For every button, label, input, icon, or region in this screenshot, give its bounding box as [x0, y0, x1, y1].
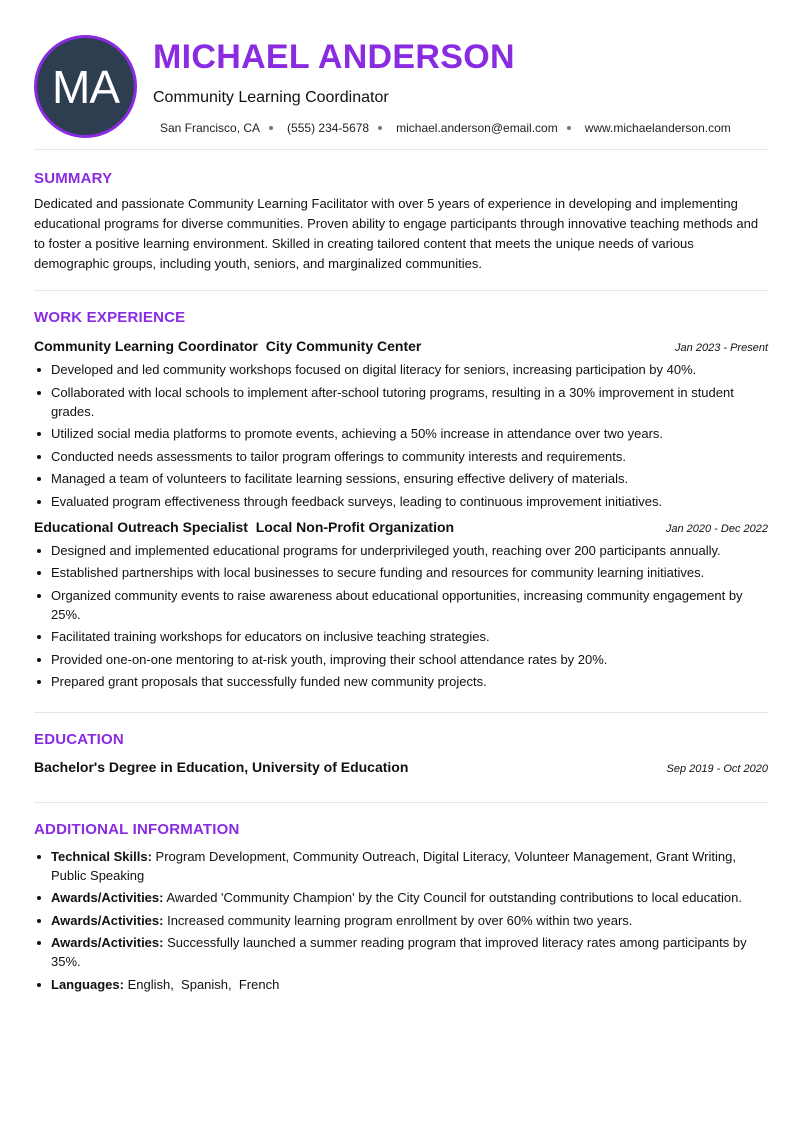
contact-line [160, 121, 731, 135]
list-item: Conducted needs assessments to tailor program offerings to community interests and requirements. [34, 447, 768, 466]
list-item: Developed and led community workshops focused on digital literacy for seniors, increasing participation by 40%. [34, 360, 768, 379]
list-item: Evaluated program effectiveness through feedback surveys, leading to continuous improvement initiatives. [34, 492, 768, 511]
avatar [34, 35, 137, 138]
additional-section [34, 803, 768, 994]
avatar-initials: MA [52, 60, 119, 113]
list-item: Awards/Activities: Increased community learning program enrollment by over 60% within two years. [34, 911, 768, 930]
job-title: Educational Outreach Specialist Local Non-Profit Organization [34, 518, 455, 535]
list-item: Organized community events to raise awareness about educational opportunities, increasing community engagement by 25%. [34, 586, 768, 624]
candidate-name: MICHAEL ANDERSON [153, 38, 515, 76]
resume-header [34, 0, 768, 150]
contact-phone: (555) 234-5678 [287, 121, 396, 135]
job-date: Jan 2020 - Dec 2022 [665, 522, 768, 535]
job-bullets [34, 541, 768, 692]
job-bullets [34, 360, 768, 511]
list-item: Technical Skills: Program Development, Community Outreach, Digital Literacy, Volunteer Management, Grant Writing, Public Speaking [34, 847, 768, 885]
list-item: Awards/Activities: Awarded 'Community Champion' by the City Council for outstanding contributions to local education. [34, 888, 768, 907]
separator-dot-icon [378, 126, 382, 130]
job-entry [34, 338, 768, 511]
candidate-title: Community Learning Coordinator [153, 89, 389, 106]
experience-section [34, 291, 768, 713]
section-heading-education: EDUCATION [34, 730, 124, 748]
separator-dot-icon [567, 126, 571, 130]
degree: Bachelor's Degree in Education, University of Education [34, 758, 409, 775]
list-item: Awards/Activities: Successfully launched a summer reading program that improved literacy rates among participants by 35%. [34, 933, 768, 971]
education-entry [34, 759, 768, 775]
section-heading-additional: ADDITIONAL INFORMATION [34, 820, 240, 838]
list-item: Established partnerships with local businesses to secure funding and resources for community learning initiatives. [34, 563, 768, 582]
list-item: Languages: English, Spanish, French [34, 975, 768, 994]
contact-email: michael.anderson@email.com [396, 121, 585, 135]
list-item: Prepared grant proposals that successfully funded new community projects. [34, 672, 768, 691]
resume-page [34, 0, 768, 997]
list-item: Provided one-on-one mentoring to at-risk youth, improving their school attendance rates by 20%. [34, 650, 768, 669]
list-item: Facilitated training workshops for educators on inclusive teaching strategies. [34, 627, 768, 646]
education-date: Sep 2019 - Oct 2020 [666, 762, 768, 775]
list-item: Collaborated with local schools to implement after-school tutoring programs, resulting in a 30% improvement in student grades. [34, 383, 768, 421]
list-item: Managed a team of volunteers to facilitate learning sessions, ensuring effective delivery of materials. [34, 469, 768, 488]
additional-list [34, 847, 768, 994]
job-title: Community Learning Coordinator City Community Center [34, 338, 422, 354]
contact-website: www.michaelanderson.com [584, 121, 731, 135]
separator-dot-icon [269, 126, 273, 130]
list-item: Utilized social media platforms to promote events, achieving a 50% increase in attendance over two years. [34, 424, 768, 443]
education-section [34, 713, 768, 803]
summary-text: Dedicated and passionate Community Learning Facilitator with over 5 years of experience in developing and implementing educational programs for diverse communities. Proven ability to engage participants through innovative teaching methods and to foster a positive learning environment. Skilled in creating tailored content that meets the unique needs of various demographic groups, including youth, seniors, and marginalized communities. [34, 196, 759, 271]
summary-section [34, 150, 768, 291]
job-entry [34, 519, 768, 692]
job-date: Jan 2023 - Present [675, 342, 768, 354]
list-item: Designed and implemented educational programs for underprivileged youth, reaching over 200 participants annually. [34, 541, 768, 560]
contact-location: San Francisco, CA [160, 121, 287, 135]
section-heading-summary: SUMMARY [34, 170, 113, 187]
section-heading-experience: WORK EXPERIENCE [34, 309, 186, 326]
